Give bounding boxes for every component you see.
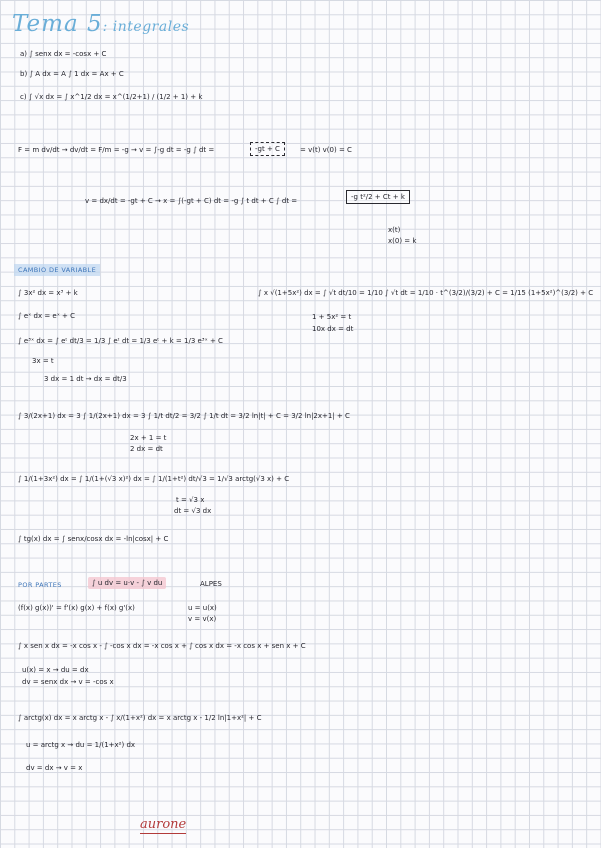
partes-product-rule: (f(x) g(x))' = f'(x) g(x) + f(x) g'(x) — [18, 604, 135, 612]
physics-line-1-end: = v(t) v(0) = C — [300, 146, 352, 154]
partes-line-1-dv: dv = senx dx → v = -cos x — [22, 678, 114, 686]
partes-line-1-u: u(x) = x → du = dx — [22, 666, 89, 674]
cambio-line-4-sub2: 2 dx = dt — [130, 445, 163, 453]
page-title — [12, 10, 189, 41]
cambio-line-5-sub1: t = √3 x — [176, 496, 205, 504]
partes-formula-highlight: ∫ u dv = u·v - ∫ v du — [88, 577, 166, 589]
cambio-right-1-sub1: 1 + 5x² = t — [312, 313, 352, 321]
title-subtitle: : integrales — [102, 19, 190, 35]
cambio-line-3-dt: 3 dx = 1 dt → dx = dt/3 — [44, 375, 127, 383]
cambio-line-2: ∫ eˣ dx = eˣ + C — [18, 312, 76, 320]
cambio-line-4: ∫ 3/(2x+1) dx = 3 ∫ 1/(2x+1) dx = 3 ∫ 1/t dt/2 = 3/2 ∫ 1/t dt = 3/2 ln|t| + C = 3/2 ln|2x+1| + C — [18, 412, 350, 420]
partes-alpes: ALPES — [200, 580, 222, 588]
basic-integral-c: c) ∫ √x dx = ∫ x^1/2 dx = x^(1/2+1) / (1/2 + 1) + k — [20, 93, 203, 101]
physics-line-1: F = m dv/dt → dv/dt = F/m = -g → v = ∫-g dt = -g ∫ dt = — [18, 146, 215, 154]
cambio-line-3: ∫ e³ˣ dx = ∫ eᵗ dt/3 = 1/3 ∫ eᵗ dt = 1/3 eᵗ + k = 1/3 e³ˣ + C — [18, 337, 223, 345]
physics-box-2: -g t²/2 + Ct + k — [346, 190, 410, 204]
partes-v-def: v = v(x) — [188, 615, 217, 623]
basic-integral-b: b) ∫ A dx = A ∫ 1 dx = Ax + C — [20, 70, 124, 78]
physics-note-1: x(t) — [388, 226, 401, 234]
basic-integral-a: a) ∫ senx dx = -cosx + C — [20, 50, 107, 58]
section-heading-partes: POR PARTES — [18, 581, 62, 589]
cambio-line-5: ∫ 1/(1+3x²) dx = ∫ 1/(1+(√3 x)²) dx = ∫ 1/(1+t²) dt/√3 = 1/√3 arctg(√3 x) + C — [18, 475, 290, 483]
partes-line-2-u: u = arctg x → du = 1/(1+x²) dx — [26, 741, 136, 749]
partes-line-1: ∫ x sen x dx = -x cos x - ∫ -cos x dx = -x cos x + ∫ cos x dx = -x cos x + sen x + C — [18, 642, 306, 650]
partes-line-2-dv: dv = dx → v = x — [26, 764, 83, 772]
title-main: Tema 5 — [12, 11, 103, 37]
cambio-line-4-sub1: 2x + 1 = t — [130, 434, 167, 442]
cambio-right-1: ∫ x √(1+5x²) dx = ∫ √t dt/10 = 1/10 ∫ √t dt = 1/10 · t^(3/2)/(3/2) + C = 1/15 (1+5x²)^(3/2) + C — [258, 289, 594, 297]
cambio-line-5-sub2: dt = √3 dx — [174, 507, 212, 515]
cambio-line-3-sub: 3x = t — [32, 357, 54, 365]
physics-line-2: v = dx/dt = -gt + C → x = ∫(-gt + C) dt = -g ∫ t dt + C ∫ dt = — [85, 197, 298, 205]
cambio-line-6: ∫ tg(x) dx = ∫ senx/cosx dx = -ln|cosx| + C — [18, 535, 169, 543]
physics-note-2: x(0) = k — [388, 237, 417, 245]
cambio-right-1-sub2: 10x dx = dt — [312, 325, 354, 333]
physics-box-1: -gt + C — [250, 142, 285, 156]
cambio-line-1: ∫ 3x² dx = x³ + k — [18, 289, 78, 297]
signature: aurone — [140, 817, 187, 832]
section-heading-cambio: CAMBIO DE VARIABLE — [14, 264, 100, 276]
partes-line-2: ∫ arctg(x) dx = x arctg x - ∫ x/(1+x²) dx = x arctg x - 1/2 ln|1+x²| + C — [18, 714, 262, 722]
partes-u-def: u = u(x) — [188, 604, 217, 612]
